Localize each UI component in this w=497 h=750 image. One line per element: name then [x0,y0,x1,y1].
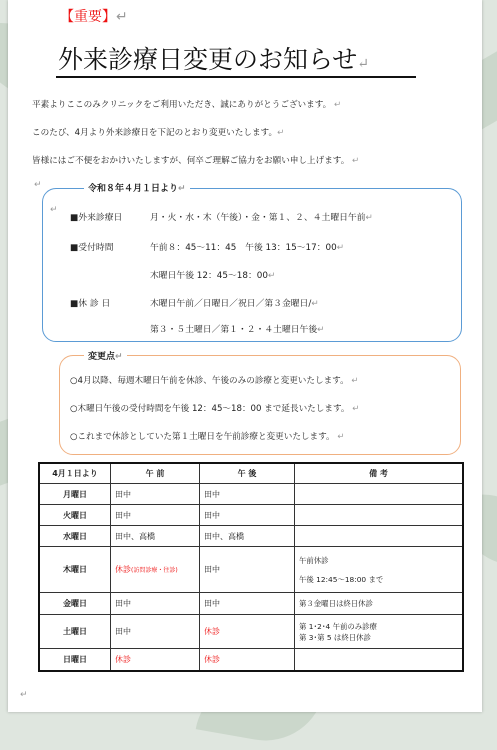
table-header: 午 後 [200,463,295,484]
day-cell: 水曜日 [39,526,111,547]
table-header: 4月１日より [39,463,111,484]
note-cell: 第３金曜日は終日休診 [295,593,464,615]
changes-box-title: 変更点↵ [84,349,127,362]
note-cell [295,615,464,649]
paragraph-mark: ↵ [34,180,42,190]
table-row [39,484,463,505]
schedule-table [38,462,464,672]
reception-hours-value: 午前８：45～11：45 午後 13：15～17：00↵ [150,243,345,253]
change-item-2: ○木曜日午後の受付時間を午後 12：45～18：00 まで延長いたします。 ↵ [70,404,360,414]
intro-line-2: このたび、4月より外来診療日を下記のとおり変更いたします。↵ [32,128,285,138]
note-cell [295,505,464,526]
am-cell: 田中 [111,505,200,526]
reception-hours-thursday: 木曜日午後 12：45～18：00↵ [150,271,276,281]
change-item-1: ○4月以降、毎週木曜日午前を休診、午後のみの診療と変更いたします。 ↵ [70,376,359,386]
pm-cell: 田中 [200,593,295,615]
day-cell: 日曜日 [39,649,111,671]
pm-cell: 休診 [200,615,295,649]
day-cell: 土曜日 [39,615,111,649]
table-row [39,615,463,649]
table-row [39,547,463,593]
day-cell: 火曜日 [39,505,111,526]
am-cell: 田中 [111,484,200,505]
pm-cell: 田中 [200,505,295,526]
paragraph-mark: ↵ [357,56,369,72]
am-cell: 田中 [111,593,200,615]
am-cell: 田中、高橋 [111,526,200,547]
table-header-row [39,463,463,484]
note-line: 午前休診 [299,555,329,565]
table-row [39,649,463,671]
reception-hours-label: ■受付時間 [70,243,114,253]
change-item-3: ○これまで休診としていた第１土曜日を午前診療と変更いたします。 ↵ [70,432,345,442]
table-row [39,593,463,615]
am-cell: 田中 [111,615,200,649]
intro-line-1: 平素よりここのみクリニックをご利用いただき、誠にありがとうございます。 ↵ [32,100,342,110]
day-cell: 木曜日 [39,547,111,593]
schedule-box-title: 令和８年４月１日より↵ [84,181,190,194]
table-header: 備 考 [295,463,464,484]
pm-cell: 田中 [200,547,295,593]
document-page [8,0,482,712]
intro-line-3: 皆様にはご不便をおかけいたしますが、何卒ご理解ご協力をお願い申し上げます。 ↵ [32,156,360,166]
page-title: 外来診療日変更のお知らせ↵ [58,45,369,74]
note-cell [295,547,464,593]
closed-days-value: 木曜日午前／日曜日／祝日／第３金曜日/↵ [150,299,319,309]
note-line: 第 3･第 5 は終日休診 [299,632,371,642]
note-line: 午後 12:45～18:00 まで [299,574,384,584]
table-header: 午 前 [111,463,200,484]
note-cell [295,649,464,671]
table-row [39,505,463,526]
paragraph-mark: ↵ [116,9,128,25]
title-underline [56,76,416,78]
note-cell [295,484,464,505]
paragraph-mark: ↵ [20,690,28,700]
important-label: 【重要】↵ [60,9,128,25]
closed-days-label: ■休 診 日 [70,299,111,309]
pm-cell: 休診 [200,649,295,671]
closed-days-value-cont: 第３・５土曜日／第１・２・４土曜日午後↵ [150,325,325,335]
note-line: 第 1･2･4 午前のみ診療 [299,621,377,631]
am-cell: 休診(訪問診療・往診) [111,547,200,593]
paragraph-mark: ↵ [50,205,58,215]
clinic-days-value: 月・火・水・木（午後）・金・第１、２、４土曜日午前↵ [150,213,373,223]
pm-cell: 田中 [200,484,295,505]
day-cell: 金曜日 [39,593,111,615]
am-cell: 休診 [111,649,200,671]
note-cell [295,526,464,547]
pm-cell: 田中、高橋 [200,526,295,547]
table-row [39,526,463,547]
day-cell: 月曜日 [39,484,111,505]
clinic-days-label: ■外来診療日 [70,213,123,223]
